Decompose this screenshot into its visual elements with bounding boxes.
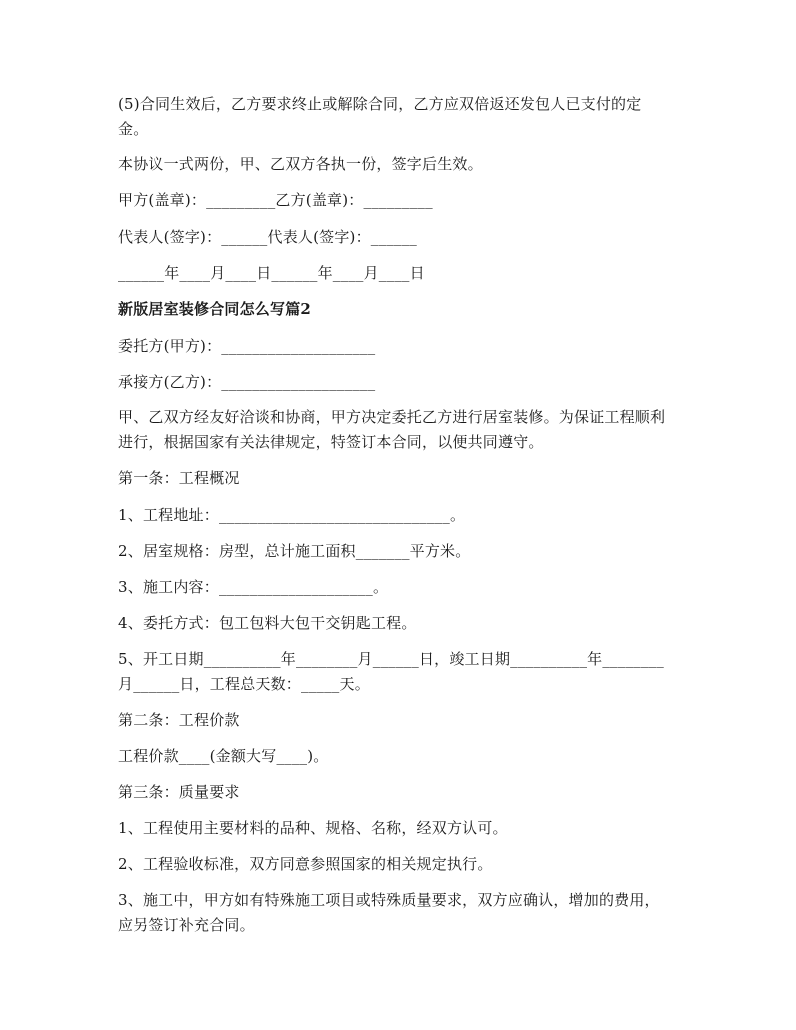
article-3-heading: 第三条：质量要求 bbox=[118, 783, 240, 801]
agreement-copies-text: 本协议一式两份，甲、乙双方各执一份，签字后生效。 bbox=[118, 155, 483, 173]
client-party-line: 委托方(甲方)：____________________ bbox=[118, 337, 376, 355]
party-seal-line: 甲方(盖章)：_________乙方(盖章)：_________ bbox=[118, 191, 433, 209]
article-1-heading: 第一条：工程概况 bbox=[118, 469, 240, 487]
project-address-line: 1、工程地址：______________________________。 bbox=[118, 506, 466, 524]
quality-item-2: 2、工程验收标准，双方同意参照国家的相关规定执行。 bbox=[118, 855, 493, 873]
schedule-line-1: 5、开工日期__________年________月______日，竣工日期__________年________ bbox=[118, 650, 664, 668]
project-price-line: 工程价款____(金额大写____)。 bbox=[118, 747, 329, 765]
section-heading: 新版居室装修合同怎么写篇2 bbox=[118, 300, 312, 318]
quality-item-3-line-1: 3、施工中，甲方如有特殊施工项目或特殊质量要求，双方应确认，增加的费用， bbox=[118, 891, 660, 909]
work-content-line: 3、施工内容：____________________。 bbox=[118, 578, 389, 596]
intro-paragraph-line-2: 进行，根据国家有关法律规定，特签订本合同，以便共同遵守。 bbox=[118, 433, 544, 451]
date-line: ______年____月____日______年____月____日 bbox=[118, 264, 425, 282]
commission-method-line: 4、委托方式：包工包料大包干交钥匙工程。 bbox=[118, 614, 417, 632]
clause-5-line-1: (5)合同生效后，乙方要求终止或解除合同，乙方应双倍返还发包人已支付的定 bbox=[118, 95, 642, 113]
article-2-heading: 第二条：工程价款 bbox=[118, 711, 240, 729]
representative-signature-line: 代表人(签字)：______代表人(签字)：______ bbox=[118, 228, 418, 246]
quality-item-1: 1、工程使用主要材料的品种、规格、名称，经双方认可。 bbox=[118, 819, 508, 837]
room-spec-line: 2、居室规格：房型，总计施工面积_______平方米。 bbox=[118, 542, 471, 560]
contractor-party-line: 承接方(乙方)：____________________ bbox=[118, 373, 376, 391]
clause-5-line-2: 金。 bbox=[118, 120, 149, 138]
intro-paragraph-line-1: 甲、乙双方经友好洽谈和协商，甲方决定委托乙方进行居室装修。为保证工程顺利 bbox=[118, 408, 666, 426]
schedule-line-2: 月______日，工程总天数：_____天。 bbox=[118, 675, 370, 693]
quality-item-3-line-2: 应另签订补充合同。 bbox=[118, 916, 255, 934]
